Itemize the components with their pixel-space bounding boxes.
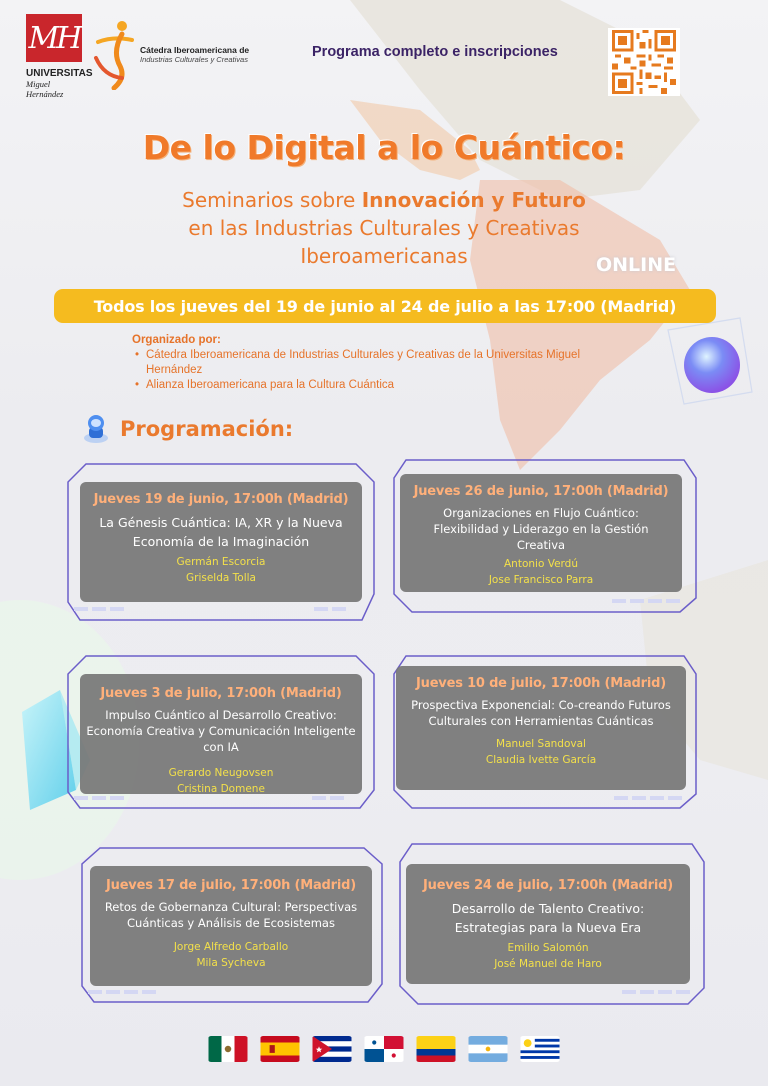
session-topic: Retos de Gobernanza Cultural: Perspectivas Cuánticas y Análisis de Ecosistemas [104, 900, 358, 930]
catedra-name: Cátedra Iberoamericana de [140, 44, 250, 55]
catedra-logo [92, 14, 272, 94]
flag-row [0, 1036, 768, 1062]
cuba-flag-icon [312, 1036, 352, 1062]
session-speaker: Griselda Tolla [186, 572, 256, 584]
session-speaker: Mila Sycheva [196, 957, 266, 969]
session-speaker: Jose Francisco Parra [488, 574, 594, 586]
session-topic: Prospectiva Exponencial: Co-creando Futuros Culturales con Herramientas Cuánticas [411, 698, 671, 728]
session-topic: Impulso Cuántico al Desarrollo Creativo: Economía Creativa y Comunicación Inteligente con IA [86, 708, 356, 754]
event-title: De lo Digital a lo Cuántico: [142, 128, 626, 167]
organizer-item: • Cátedra Iberoamericana de Industrias Culturales y Creativas de la Universitas Miguel Hernández [132, 348, 632, 378]
colombia-flag-icon [416, 1036, 456, 1062]
umh-logo [26, 14, 93, 100]
session-datetime: Jueves 17 de julio, 17:00h (Madrid) [106, 878, 356, 893]
session-speaker: Emilio Salomón [507, 942, 589, 954]
argentina-flag-icon [468, 1036, 508, 1062]
subtitle-line-3: Iberoamericanas [300, 244, 468, 268]
catedra-figure-icon [92, 18, 136, 90]
session-datetime: Jueves 19 de junio, 17:00h (Madrid) [93, 492, 349, 507]
session-speaker: Manuel Sandoval [496, 738, 586, 750]
spain-flag-icon [260, 1036, 300, 1062]
session-card-body [80, 482, 362, 602]
session-speaker: Germán Escorcia [176, 556, 266, 568]
session-card [80, 846, 384, 1004]
session-card-body [80, 674, 362, 794]
session-topic: La Génesis Cuántica: IA, XR y la Nueva Economía de la Imaginación [99, 515, 343, 549]
session-speaker: Antonio Verdú [504, 558, 578, 570]
online-label: ONLINE [596, 254, 677, 276]
catedra-subname: Industrias Culturales y Creativas [140, 54, 248, 64]
session-card-body [90, 866, 372, 986]
organizers-list [132, 348, 632, 393]
session-card [392, 458, 698, 614]
umh-subname: Miguel Hernández [26, 79, 64, 99]
subtitle-line-2: en las Industrias Culturales y Creativas [188, 216, 580, 240]
session-card-body [400, 474, 682, 592]
session-datetime: Jueves 10 de julio, 17:00h (Madrid) [416, 676, 666, 691]
astronaut-icon [82, 414, 110, 444]
session-datetime: Jueves 26 de junio, 17:00h (Madrid) [413, 484, 669, 499]
date-banner: Todos los jueves del 19 de junio al 24 de julio a las 17:00 (Madrid) [54, 289, 716, 323]
session-speaker: Cristina Domene [177, 783, 265, 795]
programacion-title: Programación: [120, 417, 294, 441]
session-card [392, 654, 698, 810]
mexico-flag-icon [208, 1036, 248, 1062]
session-datetime: Jueves 3 de julio, 17:00h (Madrid) [100, 686, 342, 701]
program-link[interactable]: Programa completo e inscripciones [312, 44, 558, 60]
session-card [66, 462, 376, 622]
session-speaker: José Manuel de Haro [494, 958, 602, 970]
session-speaker: Jorge Alfredo Carballo [173, 941, 289, 953]
session-card-body [406, 864, 690, 984]
session-card-body [396, 666, 686, 790]
session-card [66, 654, 376, 810]
organizers [132, 334, 632, 393]
organizers-heading: Organizado por: [132, 334, 221, 346]
session-topic: Desarrollo de Talento Creativo: Estrategias para la Nueva Era [451, 901, 645, 935]
programacion-header [82, 414, 293, 444]
session-speaker: Claudia Ivette García [485, 754, 597, 766]
subtitle-highlight: Innovación y Futuro [361, 188, 586, 212]
session-card [398, 842, 706, 1006]
uruguay-flag-icon [520, 1036, 560, 1062]
umh-mark: MH [26, 14, 82, 62]
qr-code-icon[interactable] [608, 28, 680, 96]
session-datetime: Jueves 24 de julio, 17:00h (Madrid) [423, 878, 673, 893]
session-speaker: Gerardo Neugovsen [168, 767, 274, 779]
umh-name: UNIVERSITAS [26, 68, 93, 79]
subtitle-prefix: Seminarios sobre [182, 188, 362, 212]
organizer-item: • Alianza Iberoamericana para la Cultura Cuántica [132, 378, 632, 393]
panama-flag-icon [364, 1036, 404, 1062]
session-topic: Organizaciones en Flujo Cuántico: Flexibilidad y Liderazgo en la Gestión Creativa [433, 506, 649, 552]
